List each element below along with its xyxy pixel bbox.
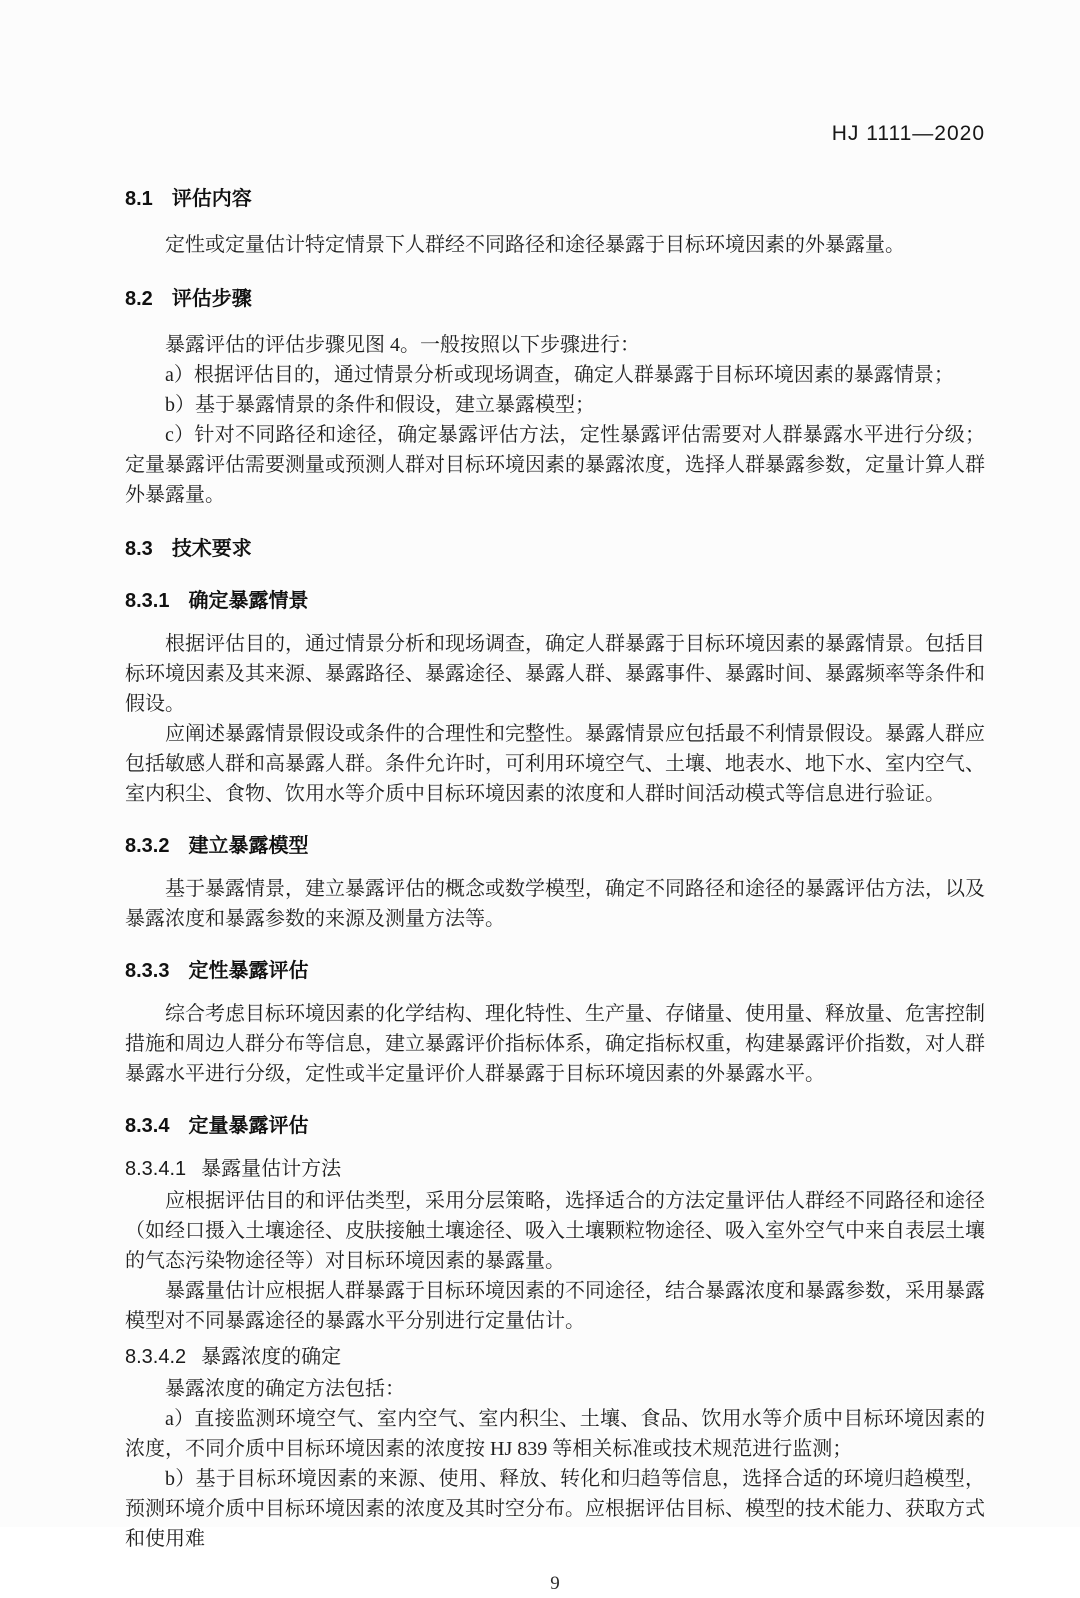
paragraph: a）根据评估目的，通过情景分析或现场调查，确定人群暴露于目标环境因素的暴露情景； — [165, 364, 954, 386]
section-number: 8.3.2 — [125, 835, 170, 857]
section-heading-8.3.4.1 — [125, 1154, 985, 1184]
section-title: 暴露量估计方法 — [201, 1158, 342, 1180]
section-number: 8.3.3 — [125, 960, 170, 982]
paragraph: b）基于目标环境因素的来源、使用、释放、转化和归趋等信息，选择合适的环境归趋模型，预测环境介质中目标环境因素的浓度及其时空分布。应根据评估目标、模型的技术能力、获取方式和使用难 — [125, 1468, 985, 1550]
paragraph: 根据评估目的，通过情景分析和现场调查，确定人群暴露于目标环境因素的暴露情景。包括目标环境因素及其来源、暴露路径、暴露途径、暴露人群、暴露事件、暴露时间、暴露频率等条件和假设。 — [125, 633, 985, 715]
paragraph: 综合考虑目标环境因素的化学结构、理化特性、生产量、存储量、使用量、释放量、危害控制措施和周边人群分布等信息，建立暴露评价指标体系，确定指标权重，构建暴露评价指数，对人群暴露水平进行分级，定性或半定量评价人群暴露于目标环境因素的外暴露水平。 — [125, 1003, 985, 1085]
paragraph: 暴露评估的评估步骤见图 4。一般按照以下步骤进行： — [165, 334, 640, 356]
section-title: 暴露浓度的确定 — [201, 1346, 342, 1368]
page-number: 9 — [550, 1573, 560, 1594]
section-title: 技术要求 — [171, 538, 252, 560]
section-heading-8.3.4 — [125, 1111, 985, 1141]
section-number: 8.3.1 — [125, 590, 170, 612]
section-title: 定量暴露评估 — [188, 1115, 309, 1137]
section-heading-8.1 — [125, 184, 985, 214]
section-number: 8.3.4 — [125, 1115, 170, 1137]
paragraph: 基于暴露情景，建立暴露评估的概念或数学模型，确定不同路径和途径的暴露评估方法，以及暴露浓度和暴露参数的来源及测量方法等。 — [125, 878, 985, 930]
paragraph: 应阐述暴露情景假设或条件的合理性和完整性。暴露情景应包括最不利情景假设。暴露人群应包括敏感人群和高暴露人群。条件允许时，可利用环境空气、土壤、地表水、地下水、室内空气、室内积尘、食物、饮用水等介质中目标环境因素的浓度和人群时间活动模式等信息进行验证。 — [125, 723, 985, 805]
section-heading-8.3.2 — [125, 831, 985, 861]
paragraph: 暴露量估计应根据人群暴露于目标环境因素的不同途径，结合暴露浓度和暴露参数，采用暴露模型对不同暴露途径的暴露水平分别进行定量估计。 — [125, 1280, 985, 1332]
section-heading-8.3.4.2 — [125, 1342, 985, 1372]
section-number: 8.2 — [125, 288, 153, 310]
standard-code-header: HJ 1111—2020 — [831, 122, 985, 145]
section-title: 评估步骤 — [171, 288, 252, 310]
section-title: 评估内容 — [171, 188, 252, 210]
paragraph: b）基于暴露情景的条件和假设，建立暴露模型； — [165, 394, 595, 416]
document-body — [125, 184, 985, 1554]
section-heading-8.3.1 — [125, 586, 985, 616]
section-title: 定性暴露评估 — [188, 960, 309, 982]
section-heading-8.2 — [125, 284, 985, 314]
paragraph: 暴露浓度的确定方法包括： — [165, 1378, 405, 1400]
paragraph: 定性或定量估计特定情景下人群经不同路径和途径暴露于目标环境因素的外暴露量。 — [165, 234, 905, 256]
section-title: 建立暴露模型 — [188, 835, 309, 857]
paragraph: a）直接监测环境空气、室内空气、室内积尘、土壤、食品、饮用水等介质中目标环境因素的浓度，不同介质中目标环境因素的浓度按 HJ 839 等相关标准或技术规范进行监测； — [125, 1408, 985, 1460]
section-number: 8.3.4.2 — [125, 1346, 187, 1368]
section-title: 确定暴露情景 — [188, 590, 309, 612]
paragraph: 应根据评估目的和评估类型，采用分层策略，选择适合的方法定量评估人群经不同路径和途径（如经口摄入土壤途径、皮肤接触土壤途径、吸入土壤颗粒物途径、吸入室外空气中来自表层土壤的气态污染物途径等）对目标环境因素的暴露量。 — [125, 1190, 985, 1272]
paragraph: c）针对不同路径和途径，确定暴露评估方法，定性暴露评估需要对人群暴露水平进行分级；定量暴露评估需要测量或预测人群对目标环境因素的暴露浓度，选择人群暴露参数，定量计算人群外暴露量。 — [125, 424, 985, 506]
section-heading-8.3 — [125, 534, 985, 564]
section-number: 8.3.4.1 — [125, 1158, 187, 1180]
section-number: 8.1 — [125, 188, 153, 210]
section-number: 8.3 — [125, 538, 153, 560]
section-heading-8.3.3 — [125, 956, 985, 986]
